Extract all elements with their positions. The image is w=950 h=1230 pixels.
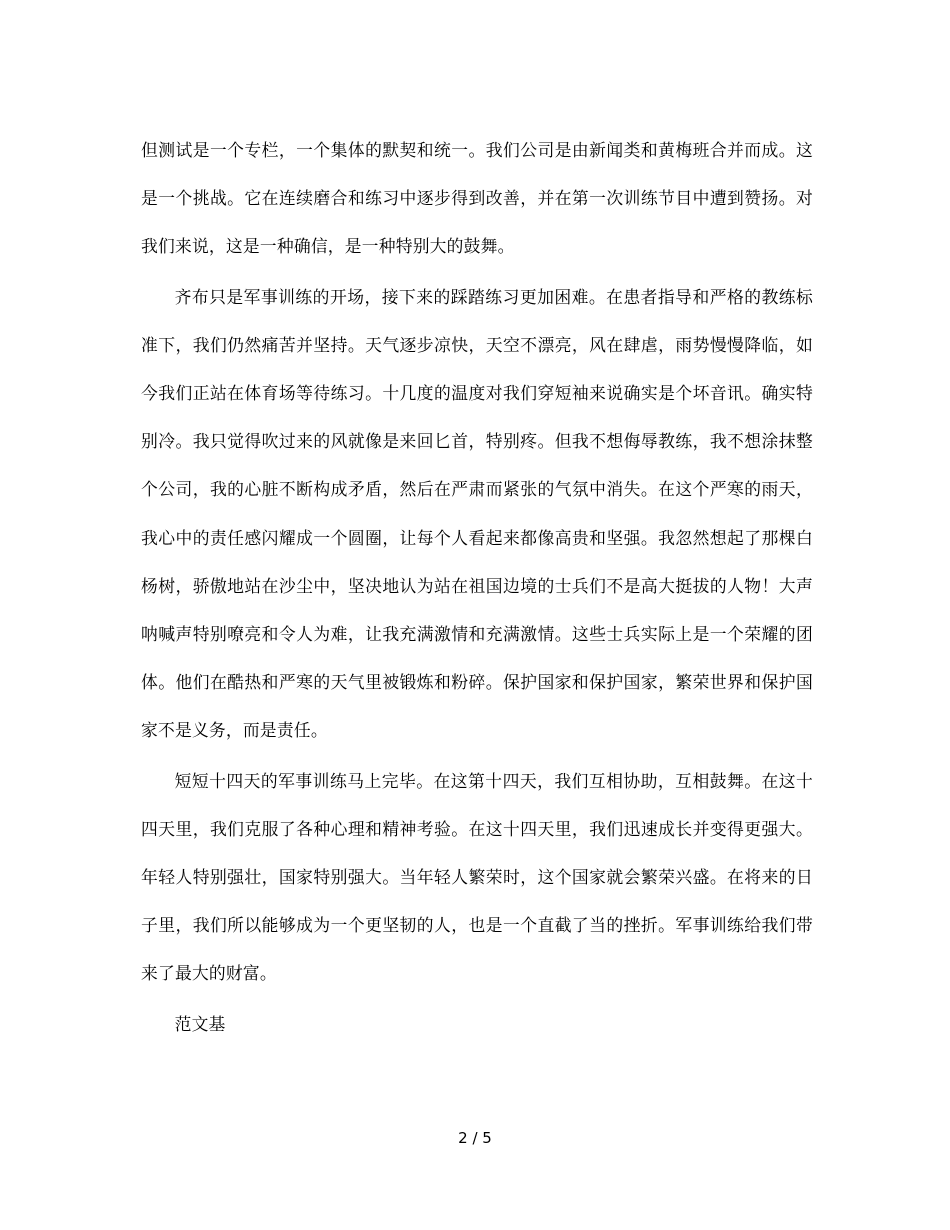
document-body xyxy=(141,126,813,1050)
page-number: 2 / 5 xyxy=(458,1129,492,1147)
paragraph-training-conclusion: 短短十四天的军事训练马上完毕。在这第十四天，我们互相协助，互相鼓舞。在这十四天里，我们克服了各种心理和精神考验。在这十四天里，我们迅速成长并变得更强大。年轻人特别强壮，国家特别强大。当年轻人繁荣时，这个国家就会繁荣兴盛。在将来的日子里，我们所以能够成为一个更坚韧的人，也是一个直截了当的挫折。军事训练给我们带来了最大的财富。 xyxy=(141,770,813,984)
paragraph-continuation: 但测试是一个专栏，一个集体的默契和统一。我们公司是由新闻类和黄梅班合并而成。这是一个挑战。它在连续磨合和练习中逐步得到改善，并在第一次训练节目中遭到赞扬。对我们来说，这是一种确信，是一种特别大的鼓舞。 xyxy=(141,140,813,257)
paragraph-training-hardship: 齐布只是军事训练的开场，接下来的踩踏练习更加困难。在患者指导和严格的教练标准下，我们仍然痛苦并坚持。天气逐步凉快，天空不漂亮，风在肆虐，雨势慢慢降临，如今我们正站在体育场等待练习。十几度的温度对我们穿短袖来说确实是个坏音讯。确实特别冷。我只觉得吹过来的风就像是来回匕首，特别疼。但我不想侮辱教练，我不想涂抹整个公司，我的心脏不断构成矛盾，然后在严肃而紧张的气氛中消失。在这个严寒的雨天，我心中的责任感闪耀成一个圆圈，让每个人看起来都像高贵和坚强。我忽然想起了那棵白杨树，骄傲地站在沙尘中，坚决地认为站在祖国边境的士兵们不是高大挺拔的人物！大声呐喊声特别嘹亮和令人为难，让我充满激情和充满激情。这些士兵实际上是一个荣耀的团体。他们在酷热和严寒的天气里被锻炼和粉碎。保护国家和保护国家，繁荣世界和保护国家不是义务，而是责任。 xyxy=(141,286,813,741)
paragraph-sample-label: 范文基 xyxy=(174,1013,226,1034)
